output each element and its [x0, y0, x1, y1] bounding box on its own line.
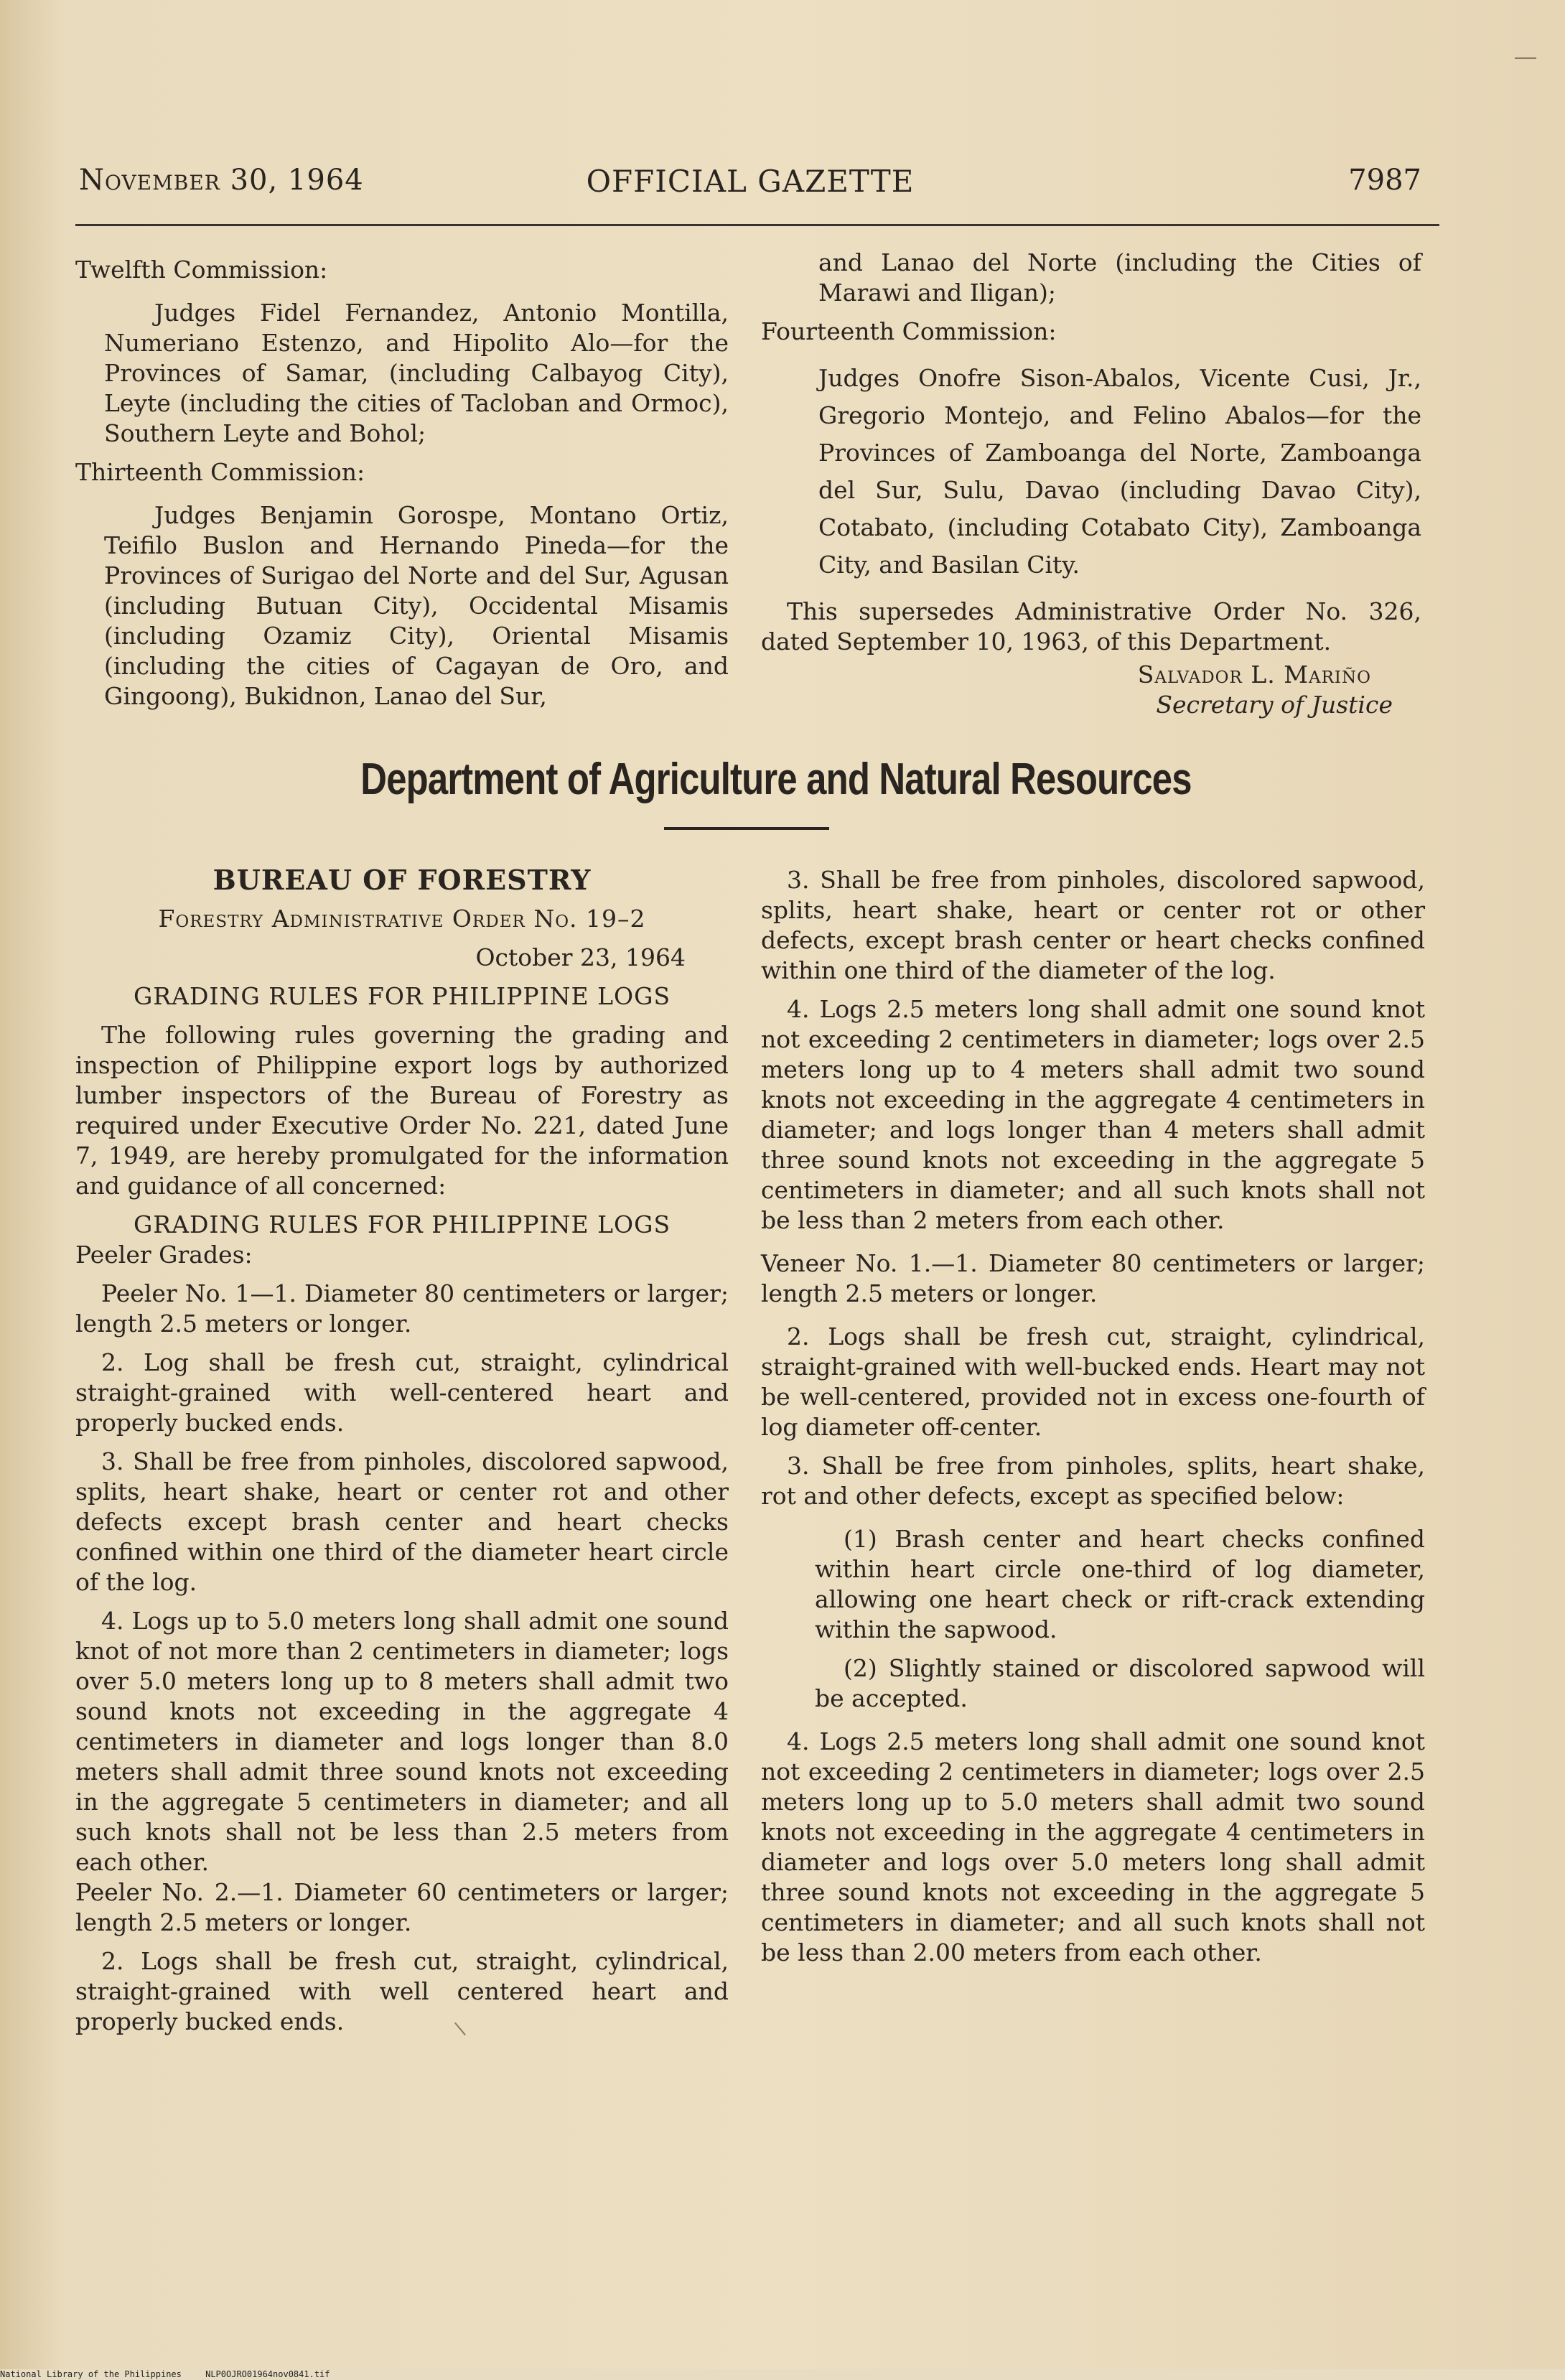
peeler-grades-heading: Peeler Grades: [75, 1241, 253, 1269]
veneer-1-rule-3: 3. Shall be free from pinholes, splits, heart shake, rot and other defects, except as specified below: [761, 1452, 1425, 1510]
grading-rules-heading: GRADING RULES FOR PHILIPPINE LOGS [133, 982, 671, 1010]
scan-speck [1515, 57, 1536, 59]
column-bottom-left [75, 865, 729, 2037]
veneer-1-rule-4: 4. Logs 2.5 meters long shall admit one sound knot not exceeding 2 centimeters in diameter; logs over 2.5 meters long up to 5.0 meters shall admit two sound knots not exceeding in the aggregate 4 centimeters in diameter and logs over 5.0 meters long shall admit three sound knots not exceeding in the aggregate 5 centimeters in diameter; and all such knots shall not be less than 2.00 meters from each other. [761, 1727, 1425, 1966]
header-title: OFFICIAL GAZETTE [586, 164, 915, 199]
veneer-1-rule-3-item-2: (2) Slightly stained or discolored sapwood will be accepted. [815, 1654, 1425, 1712]
supersedes-text: This supersedes Administrative Order No. 326, dated September 10, 1963, of this Department. [761, 597, 1421, 655]
footer-library: National Library of the Philippines [0, 2369, 182, 2379]
header-page-number: 7987 [1348, 164, 1421, 197]
administrative-order-number: Forestry Administrative Order No. 19–2 [158, 905, 646, 933]
grading-rules-subheading: GRADING RULES FOR PHILIPPINE LOGS [133, 1210, 671, 1238]
peeler-1-rule-4: 4. Logs up to 5.0 meters long shall admit one sound knot of not more than 2 centimeters in diameter; logs over 5.0 meters long up to 8 meters shall admit two sound knots not exceeding in the aggregate 4 centimeters in diameter and logs longer than 8.0 meters shall admit three sound knots not exceeding in the aggregate 5 centimeters in diameter; and all such knots shall not be less than 2.5 meters from each other. [75, 1607, 729, 1876]
signatory-title: Secretary of Justice [1156, 691, 1393, 719]
peeler-1-rule-3: 3. Shall be free from pinholes, discolored sapwood, splits, heart shake, heart or center rot and other defects except brash center and heart checks confined within one third of the diameter heart circle of the log. [75, 1447, 729, 1596]
header-date: November 30, 1964 [79, 164, 364, 197]
intro-paragraph: The following rules governing the grading and inspection of Philippine export logs by authorized lumber inspectors of the Bureau of Forestry as required under Executive Order No. 221, dated June 7, 1949, are hereby promulgated for the information and guidance of all concerned: [75, 1021, 729, 1200]
fourteenth-commission-text: Judges Onofre Sison-Abalos, Vicente Cusi, Jr., Gregorio Montejo, and Felino Abalos—for the Provinces of Zamboanga del Norte, Zamboanga del Sur, Sulu, Davao (including Davao City), Cotabato, (including Cotabato City), Zamboanga City, and Basilan City. [818, 364, 1421, 579]
column-bottom-right [761, 865, 1425, 1968]
thirteenth-commission-heading: Thirteenth Commission: [75, 458, 365, 486]
thirteenth-continuation: and Lanao del Norte (including the Cities of Marawi and Iligan); [818, 248, 1421, 307]
column-top-right [761, 248, 1421, 720]
department-title: Department of Agriculture and Natural Resources [360, 755, 1192, 804]
header-rule [75, 224, 1439, 226]
peeler-1-rule-2: 2. Log shall be fresh cut, straight, cylindrical straight-grained with well-centered heart and properly bucked ends. [75, 1348, 729, 1437]
veneer-1-rule-2: 2. Logs shall be fresh cut, straight, cylindrical, straight-grained with well-bucked ends. Heart may not be well-centered, provided not in excess one-fourth of log diameter off-center. [761, 1322, 1425, 1441]
signatory-name: Salvador L. Mariño [1137, 661, 1371, 689]
department-title-rule [664, 827, 829, 830]
column-top-left [75, 255, 729, 711]
thirteenth-commission-text: Judges Benjamin Gorospe, Montano Ortiz, Teifilo Buslon and Hernando Pineda—for the Provinces of Surigao del Norte and del Sur, Agusan (including Butuan City), Occidental Misamis (including Ozamiz City), Oriental Misamis (including the cities of Cagayan de Oro, and Gingoong), Bukidnon, Lanao del Sur, [104, 501, 729, 710]
peeler-2-rule-3: 3. Shall be free from pinholes, discolored sapwood, splits, heart shake, heart or center rot or other defects, except brash center or heart checks confined within one third of the diameter of the log. [761, 866, 1425, 984]
footer-filename: NLP0OJRO01964nov0841.tif [205, 2369, 330, 2379]
veneer-1-rule-1: Veneer No. 1.—1. Diameter 80 centimeters or larger; length 2.5 meters or longer. [761, 1249, 1425, 1307]
peeler-1-rule-1: Peeler No. 1—1. Diameter 80 centimeters or larger; length 2.5 meters or longer. [75, 1279, 729, 1338]
order-date: October 23, 1964 [475, 943, 686, 971]
bureau-heading: BUREAU OF FORESTRY [212, 864, 592, 896]
page-header [79, 164, 1421, 207]
fourteenth-commission-heading: Fourteenth Commission: [761, 317, 1057, 345]
veneer-1-rule-3-item-1: (1) Brash center and heart checks confined within heart circle one-third of log diameter, allowing one heart check or rift-crack extending within the sapwood. [815, 1525, 1425, 1643]
twelfth-commission-text: Judges Fidel Fernandez, Antonio Montilla, Numeriano Estenzo, and Hipolito Alo—for the Provinces of Samar, (including Calbayog City), Leyte (including the cities of Tacloban and Ormoc), Southern Leyte and Bohol; [104, 299, 729, 447]
scan-footer [0, 2369, 1565, 2380]
peeler-2-rule-1: Peeler No. 2.—1. Diameter 60 centimeters or larger; length 2.5 meters or longer. [75, 1878, 729, 1936]
twelfth-commission-heading: Twelfth Commission: [75, 256, 328, 284]
peeler-2-rule-2: 2. Logs shall be fresh cut, straight, cylindrical, straight-grained with well centered heart and properly bucked ends. [75, 1947, 729, 2035]
peeler-2-rule-4: 4. Logs 2.5 meters long shall admit one sound knot not exceeding 2 centimeters in diameter; logs over 2.5 meters long up to 4 meters shall admit two sound knots not exceeding in the aggregate 4 centimeters in diameter; and logs longer than 4 meters shall admit three sound knots not exceeding in the aggregate 5 centimeters in diameter; and all such knots shall not be less than 2 meters from each other. [761, 995, 1425, 1234]
